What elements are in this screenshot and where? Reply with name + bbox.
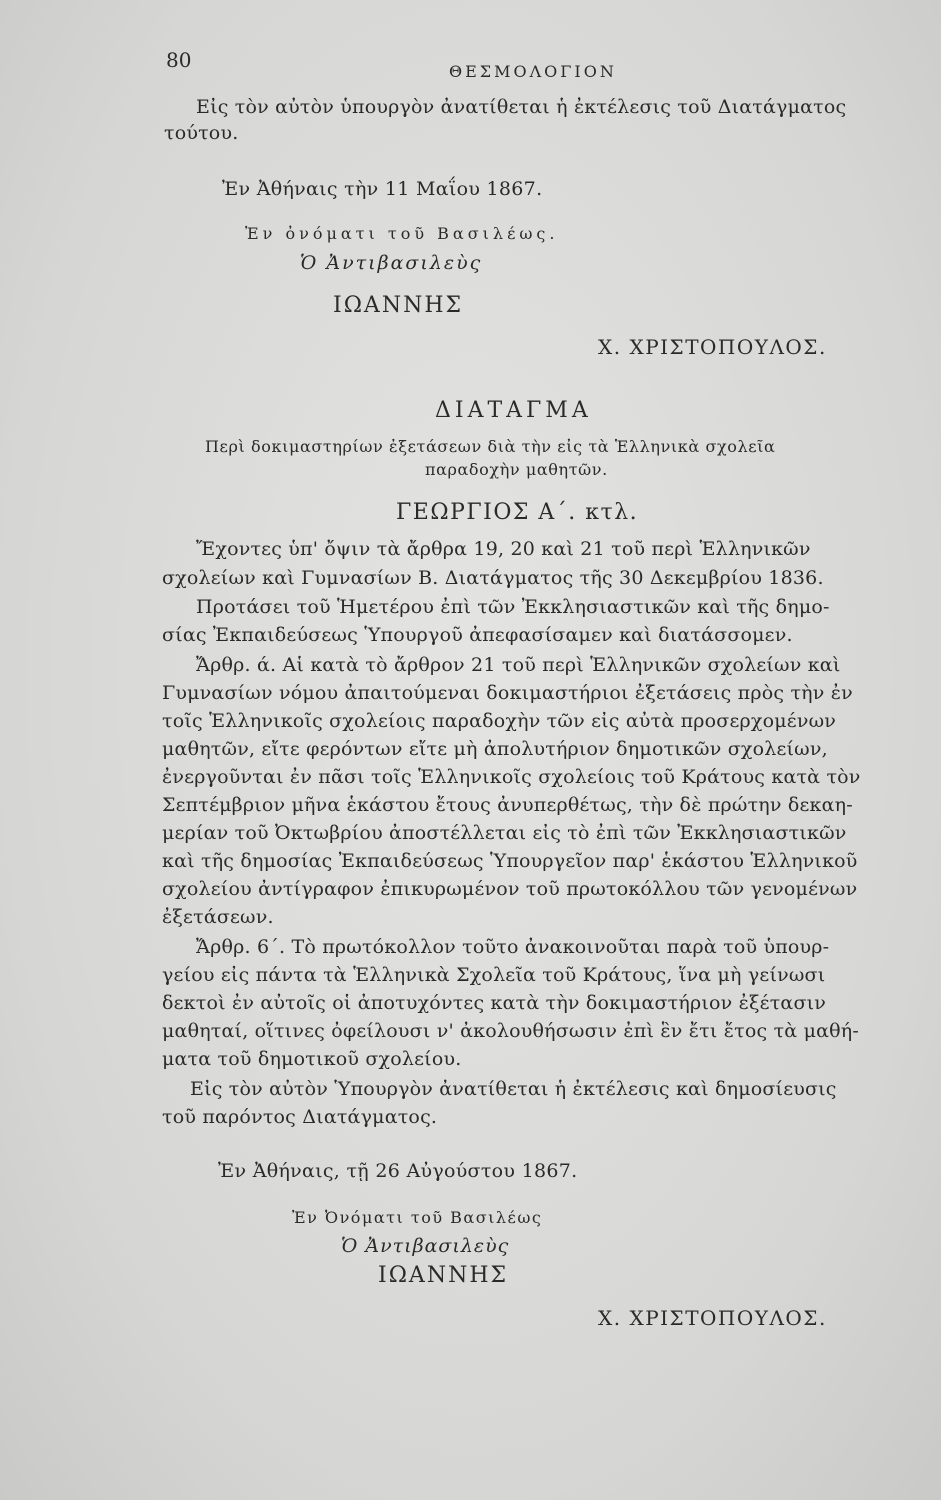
body-line-1: Ἔχοντες ὑπ' ὄψιν τὰ ἄρθρα 19, 20 καὶ 21 τοῦ περὶ Ἑλληνικῶν	[196, 538, 811, 560]
page-number: 80	[166, 48, 192, 72]
body-line-2: σχολείων καὶ Γυμνασίων Β. Διατάγματος τῆς 30 Δεκεμβρίου 1836.	[162, 567, 824, 589]
first-regent-name: ΙΩΑΝΝΗΣ	[333, 293, 464, 318]
decree-heading: ΔΙΑΤΑΓΜΑ	[435, 398, 592, 423]
body-line-10: Σεπτέμβριον μῆνα ἑκάστου ἔτους ἀνυπερθέτως, τὴν δὲ πρώτην δεκαη-	[162, 794, 853, 816]
body-line-6: Γυμνασίων νόμου ἀπαιτούμεναι δοκιμαστήριοι ἐξετάσεις πρὸς τὴν ἐν	[162, 682, 853, 704]
decree-king: ΓΕΩΡΓΙΟΣ Α΄. κτλ.	[396, 500, 639, 525]
body-line-9: ἐνεργοῦνται ἐν πᾶσι τοῖς Ἑλληνικοῖς σχολείοις τοῦ Κράτους κατὰ τὸν	[162, 766, 861, 788]
decree-date: Ἐν Ἀθήναις, τῇ 26 Αὐγούστου 1867.	[218, 1160, 578, 1182]
body-line-3: Προτάσει τοῦ Ἡμετέρου ἐπὶ τῶν Ἐκκλησιαστικῶν καὶ τῆς δημο-	[196, 596, 830, 618]
decree-minister: Χ. ΧΡΙΣΤΟΠΟΥΛΟΣ.	[598, 1306, 827, 1330]
body-line-16: γείου εἰς πάντα τὰ Ἑλληνικὰ Σχολεῖα τοῦ Κράτους, ἵνα μὴ γείνωσι	[162, 964, 826, 986]
decree-regent-name: ΙΩΑΝΝΗΣ	[378, 1263, 509, 1288]
body-line-15: Ἄρθρ. 6΄. Τὸ πρωτόκολλον τοῦτο ἀνακοινοῦται παρὰ τοῦ ὑπουρ-	[196, 936, 830, 958]
running-title: ΘΕΣΜΟΛΟΓΙΟΝ	[449, 62, 617, 81]
body-line-20: Εἰς τὸν αὐτὸν Ὑπουργὸν ἀνατίθεται ἡ ἐκτέλεσις καὶ δημοσίευσις	[190, 1078, 837, 1100]
decree-regent-title: Ὁ Ἀντιβασιλεὺς	[341, 1235, 510, 1257]
decree-subtitle-line-2: παραδοχὴν μαθητῶν.	[425, 460, 608, 479]
first-in-name: Ἐν ὀνόματι τοῦ Βασιλέως.	[245, 224, 559, 243]
body-line-19: ματα τοῦ δημοτικοῦ σχολείου.	[162, 1048, 462, 1070]
closing-line-2: τούτου.	[164, 122, 239, 144]
body-line-21: τοῦ παρόντος Διατάγματος.	[162, 1106, 438, 1128]
body-line-7: τοῖς Ἑλληνικοῖς σχολείοις παραδοχὴν τῶν εἰς αὐτὰ προσερχομένων	[162, 710, 837, 732]
body-line-4: σίας Ἐκπαιδεύσεως Ὑπουργοῦ ἀπεφασίσαμεν καὶ διατάσσομεν.	[162, 624, 793, 646]
body-line-11: μερίαν τοῦ Ὀκτωβρίου ἀποστέλλεται εἰς τὸ ἐπὶ τῶν Ἐκκλησιαστικῶν	[162, 822, 847, 844]
first-regent-title: Ὁ Ἀντιβασιλεὺς	[300, 252, 483, 274]
body-line-5: Ἄρθρ. ά. Αἱ κατὰ τὸ ἄρθρον 21 τοῦ περὶ Ἑλληνικῶν σχολείων καὶ	[196, 654, 841, 676]
body-line-12: καὶ τῆς δημοσίας Ἐκπαιδεύσεως Ὑπουργεῖον παρ' ἑκάστου Ἑλληνικοῦ	[162, 850, 858, 872]
decree-in-name: Ἐν Ὀνόματι τοῦ Βασιλέως	[292, 1208, 543, 1227]
decree-subtitle-line-1: Περὶ δοκιμαστηρίων ἐξετάσεων διὰ τὴν εἰς τὰ Ἑλληνικὰ σχολεῖα	[205, 437, 776, 456]
closing-line-1: Εἰς τὸν αὐτὸν ὑπουργὸν ἀνατίθεται ἡ ἐκτέλεσις τοῦ Διατάγματος	[196, 96, 847, 118]
first-minister: Χ. ΧΡΙΣΤΟΠΟΥΛΟΣ.	[598, 335, 827, 359]
body-line-14: ἐξετάσεων.	[162, 906, 274, 928]
first-date: Ἐν Ἀθήναις τὴν 11 Μαΐου 1867.	[222, 178, 543, 200]
body-line-8: μαθητῶν, εἴτε φερόντων εἴτε μὴ ἀπολυτήριον δημοτικῶν σχολείων,	[162, 738, 828, 760]
body-line-18: μαθηταί, οἵτινες ὀφείλουσι ν' ἀκολουθήσωσιν ἐπὶ ἓν ἔτι ἔτος τὰ μαθή-	[162, 1020, 859, 1042]
body-line-13: σχολείου ἀντίγραφον ἐπικυρωμένον τοῦ πρωτοκόλλου τῶν γενομένων	[162, 878, 858, 900]
body-line-17: δεκτοὶ ἐν αὐτοῖς οἱ ἀποτυχόντες κατὰ τὴν δοκιμαστήριον ἐξέτασιν	[162, 992, 827, 1014]
